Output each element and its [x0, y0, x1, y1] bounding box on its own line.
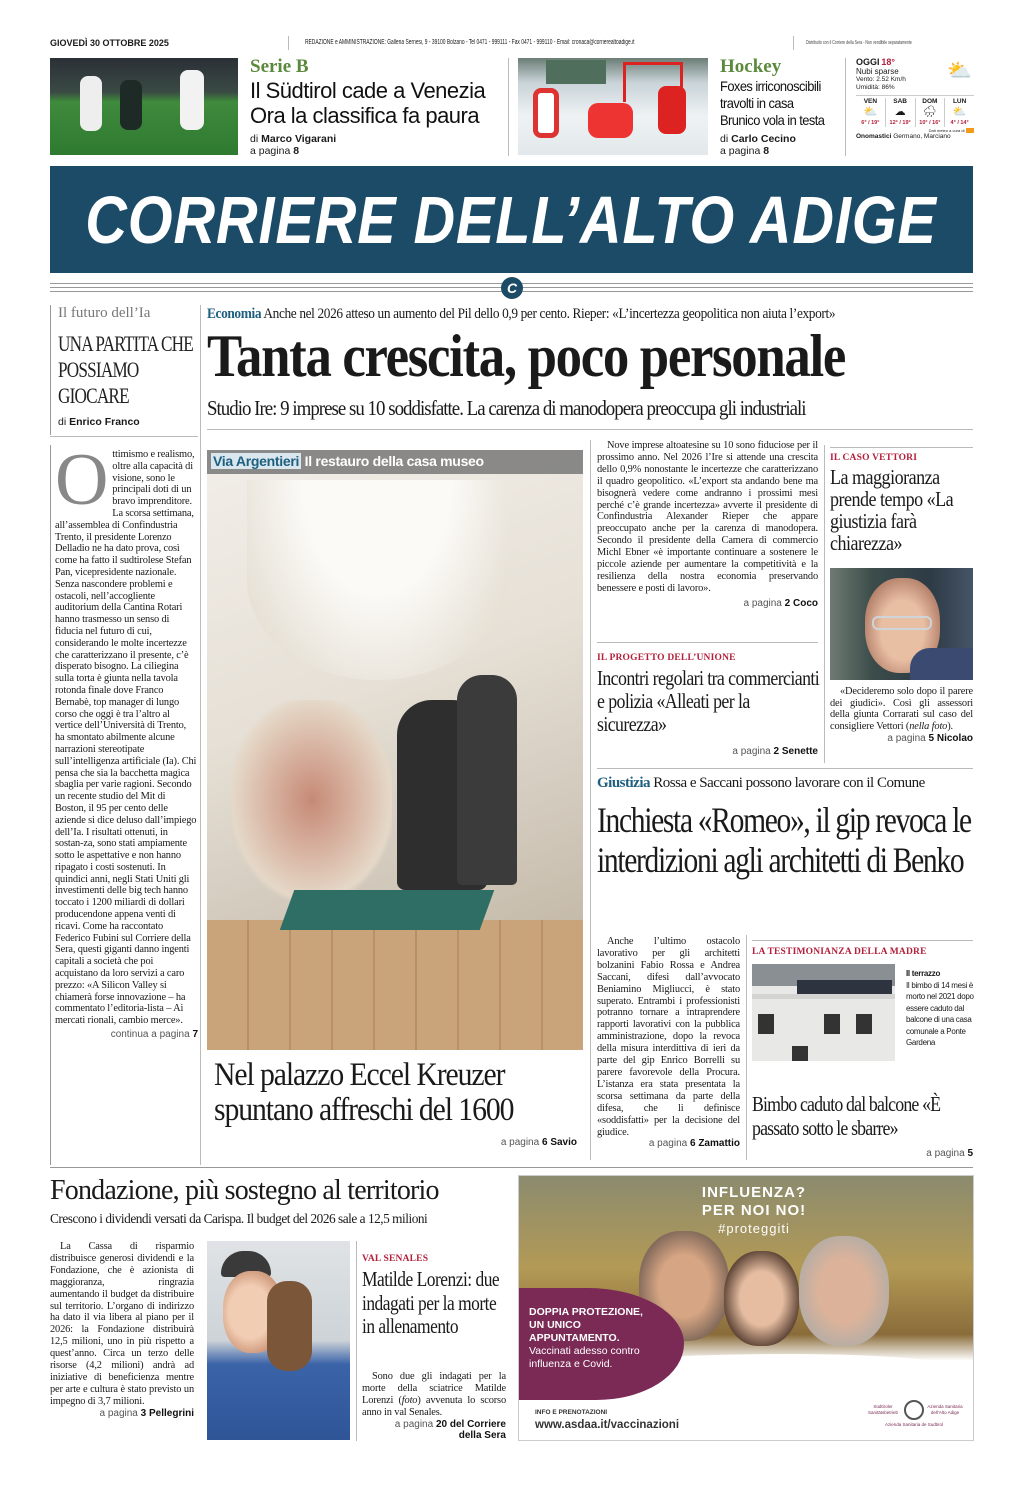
ad-title: PER NOI NO! [701, 1202, 807, 1219]
lead-kicker: Economia Anche nel 2026 atteso un aumento del Pil dello 0,9 per cento. Rieper: «L’incertezza geopolitica non aiuta l’export» [207, 306, 836, 322]
vettori-portrait-photo[interactable] [830, 568, 973, 680]
teaser-kicker: Serie B [250, 56, 309, 77]
balcony-photo[interactable] [752, 964, 895, 1061]
cloud-icon: ☁ [894, 106, 906, 118]
teaser-byline: di Carlo Cecino a pagina 8 [720, 133, 796, 157]
ad-url-link[interactable]: www.asdaa.it/vaccinazioni [535, 1419, 680, 1431]
hockey-photo[interactable] [518, 58, 708, 155]
ad-hashtag: #proteggiti [718, 1221, 790, 1236]
lead-column [597, 440, 818, 609]
editorial-address: REDAZIONE e AMMINISTRAZIONE: Galleria Sernesi, 9 - 39100 Bolzano - Tel 0471 - 999111 - Fax 0471 - 999110 - Email: cronaca@corrierealtoadige.it [305, 39, 635, 46]
fondazione-subtitle: Crescono i dividendi versati da Carispa. Il budget del 2026 sale a 12,5 milioni [50, 1212, 428, 1227]
vettori-column [830, 686, 973, 744]
teaser-headline-link[interactable] [250, 78, 485, 128]
fondazione-headline[interactable]: Fondazione, più sostegno al territorio [50, 1175, 439, 1206]
madre-kicker: LA TESTIMONIANZA DELLA MADRE [752, 947, 927, 957]
unione-kicker: IL PROGETTO DELL’UNIONE [597, 653, 736, 663]
weather-provider-logo: ■ [966, 128, 974, 133]
lead-subtitle: Studio Ire: 9 imprese su 10 soddisfatte. La carenza di manodopera preoccupa gli industriali [207, 396, 806, 420]
dropcap: O [55, 439, 109, 521]
fresco-restoration-photo[interactable] [207, 450, 583, 1050]
unione-headline[interactable]: Incontri regolari tra commercianti e polizia «Alleati per la sicurezza» [597, 666, 820, 736]
romeo-kicker: Giustizia Rossa e Saccani possono lavorare con il Comune [597, 775, 925, 791]
sun-cloud-icon: ⛅ [947, 60, 972, 82]
editorial-kicker: Il futuro dell’Ia [58, 305, 151, 321]
vettori-body: «Decideremo solo dopo il parere dei giudici». Così gli assessori della giunta Corrarati sul caso del consigliere Vettori (nella foto). [830, 686, 973, 733]
editorial-column [55, 439, 198, 1041]
continue-link[interactable]: continua a pagina 7 [110, 1029, 198, 1041]
balcony-photo-caption: Il terrazzo Il bimbo di 14 mesi è morto nel 2021 dopo essere caduto dal balcone di una casa comunale a Ponte Gardena [906, 969, 974, 1047]
madre-headline[interactable]: Bimbo caduto dal balcone «È passato sotto le sbarre» [752, 1092, 941, 1140]
teaser-line: travolti in casa [720, 95, 794, 111]
editorial-byline: di Enrico Franco [58, 416, 140, 428]
matilde-lorenzi-photo[interactable] [207, 1241, 350, 1440]
page-ref[interactable]: a pagina 5 [926, 1148, 973, 1159]
page-ref[interactable]: a pagina 20 del Corriere della Sera [394, 1418, 506, 1441]
photo-caption-bar: Via Argentieri Il restauro della casa museo [207, 450, 583, 474]
ad-bubble: DOPPIA PROTEZIONE, UN UNICO APPUNTAMENTO. Vaccinati adesso contro influenza e Covid. [518, 1288, 684, 1400]
issue-date: GIOVEDÌ 30 OTTOBRE 2025 [50, 38, 169, 48]
romeo-body: Anche l’ultimo ostacolo lavorativo per gli architetti bolzanini Fabio Rossa e Andrea Saccani, difesi dall’avvocato Beniamino Migliucci, è stato superato. Entrambi i professionisti potranno tornare a intraprendere rapporti lavorativi con la pubblica amministrazione, dopo la revoca della misura interdittiva di ieri da parte del gip Enrico Borrelli su parere favorevole della Procura. L’istanza era stata presentata la scorsa settimana da parte della difesa, che li definisce «soddisfatti» per la decisione del giudice. [597, 936, 740, 1138]
lorenzi-kicker: VAL SENALES [362, 1254, 429, 1264]
vettori-headline[interactable]: La maggioranza prende tempo «La giustizia farà chiarezza» [830, 465, 954, 555]
lorenzi-column [362, 1371, 506, 1441]
lorenzi-headline[interactable]: Matilde Lorenzi: due indagati per la morte in allenamento [362, 1267, 500, 1338]
museum-headline[interactable]: Nel palazzo Eccel Kreuzer spuntano affreschi del 1600 [214, 1057, 514, 1128]
football-photo[interactable] [50, 58, 238, 155]
page-ref[interactable]: a pagina 3 Pellegrini [99, 1407, 194, 1419]
lead-headline[interactable]: Tanta crescita, poco personale [207, 323, 845, 389]
teaser-line: Foxes irriconoscibili [720, 78, 821, 94]
page-ref[interactable]: a pagina 2 Senette [732, 746, 818, 757]
ad-info-label: INFO E PRENOTAZIONI [535, 1409, 608, 1416]
teaser-byline: di Marco Vigarani a pagina 8 [250, 133, 337, 157]
page-ref[interactable]: a pagina 5 Nicolao [887, 732, 973, 744]
distribution-note: Distribuito con il Corriere della Sera - Non vendibile separatamente [806, 40, 912, 46]
health-authority-logo: Südtiroler Sanitätsbetrieb Azienda Sanitaria dell’Alto Adige Azienda Sanitaria de Sudtirol [864, 1400, 964, 1428]
romeo-column [597, 936, 740, 1149]
ad-title: INFLUENZA? [701, 1184, 807, 1201]
sun-cloud-icon: ⛅ [863, 106, 878, 118]
vaccination-advertisement[interactable] [518, 1175, 974, 1441]
page-ref[interactable]: a pagina 6 Savio [500, 1137, 577, 1148]
romeo-headline[interactable]: Inchiesta «Romeo», il gip revoca le interdizioni agli architetti di Benko [597, 800, 971, 880]
newspaper-title: CORRIERE DELL’ALTO ADIGE [85, 181, 938, 258]
masthead-logo-icon: C [501, 277, 523, 299]
masthead[interactable] [50, 166, 973, 273]
page-ref[interactable]: a pagina 6 Zamattio [648, 1138, 740, 1150]
rain-cloud-icon: 🌧 [922, 106, 937, 118]
lorenzi-body: Sono due gli indagati per la morte della sciatrice Matilde Lorenzi (foto) avvenuta lo scorso anno in val Senales. [362, 1371, 506, 1418]
lead-body: Nove imprese altoatesine su 10 sono fiduciose per il prossimo anno. Nel 2026 l’Ire si attende una crescita dello 0,9% nonostante le incertezze che caratterizzano il quadro geopolitico. «L’export sta andando bene ma bisognerà vedere come andranno i prossimi mesi perché c’è grande incertezza» avverte il presidente di Confindustria Alexander Rieper che appare preoccupato anche per la carenza di manodopera. Secondo il presidente della Camera di commercio Michl Ebner «è importante continuare a sostenere le piccole aziende per aumentare la competitività e la resilienza della nostra economia preservando benessere e posti di lavoro». [597, 440, 818, 594]
fondazione-body: La Cassa di risparmio distribuisce generosi dividendi e la Fondazione, che è azionista di maggioranza, ringrazia aumentando il budget da distribuire sul territorio. L’organo di indirizzo ha dato il via libera al piano per il 2026: la Fondazione distribuirà 12,5 milioni, uno in più rispetto a quest’anno. Circa un terzo delle risorse (4,2 milioni) andrà ad iniziative di beneficienza mentre per arte e cultura è stato previsto un impegno di 3,7 milioni. [50, 1241, 194, 1407]
sun-cloud-icon: ⛅ [952, 106, 967, 118]
health-logo-icon [904, 1400, 924, 1420]
page-ref[interactable]: a pagina 2 Coco [743, 597, 818, 609]
teaser-kicker: Hockey [720, 56, 782, 77]
fondazione-column [50, 1241, 194, 1419]
teaser-line: Brunico vola in testa [720, 112, 825, 128]
vettori-kicker: IL CASO VETTORI [830, 453, 918, 463]
teaser-line: Ora la classifica fa paura [250, 103, 480, 128]
editorial-title[interactable]: UNA PARTITA CHE POSSIAMO GIOCARE [58, 331, 193, 408]
teaser-line: Il Südtirol cade a Venezia [250, 78, 486, 103]
teaser-headline-link[interactable] [720, 78, 824, 129]
weather-widget: OGGI 18° Nubi sparse Vento: 2.52 Km/h Umidità: 86% ⛅ VEN ⛅ 6° / 19° SAB ☁ 12° / 19° DOM 🌧 10° / 16° LUN ⛅ 4° / 14° Dati meteo a cura di ■ Onomastici Germano, Marciano [856, 57, 972, 140]
editorial-body: Ottimismo e realismo, oltre alla capacità di visione, sono le principali doti di un bravo imprenditore. La scorsa settimana, all’assemblea di Confindustria Trento, il presidente Lorenzo Delladio ne ha dato prova, così come ha fatto il sudtirolese Stefan Pan, vicepresidente nazionale. Senza nascondere problemi e ostacoli, nell’accogliente auditorium della Cantina Rotari hanno trasmesso un senso di fiducia nel futuro di cui, considerando le molte incertezze che caratterizzano il presente, c’è disperato bisogno. La ciliegina sulla torta è giunta nella tavola rotonda finale dove Franco Bernabè, top manager di lungo corso che oggi è tra l’altro al vertice dell’Università di Trento, ha smontato abilmente alcune narrazioni stereotipate sull’intelligenza artificiale (Ia). Chi pensa che sia la bacchetta magica sbaglia per varie ragioni. Secondo un recente studio del Mit di Boston, il 95 per cento delle aziende si dice deluso dall’impiego dell’Ia. I risultati ottenuti, in sostan-za, sono stati ampiamente sotto le aspettative e non hanno ripagato i costi sostenuti. In quindici anni, negli Stati Uniti gli investimenti delle big tech hanno toccato i 1200 miliardi di dollari producendone appena venti di ricavi. Come ha raccontato Federico Fubini sul Corriere della Sera, questi giganti danno ingenti capitali a società che poi acquistano da loro servizi a caro prezzo: «A Silicon Valley si chiamerà forse innovazione – ha commentato l’editoria-lista – Ai mercati rionali, cambio merce». [55, 439, 197, 1027]
